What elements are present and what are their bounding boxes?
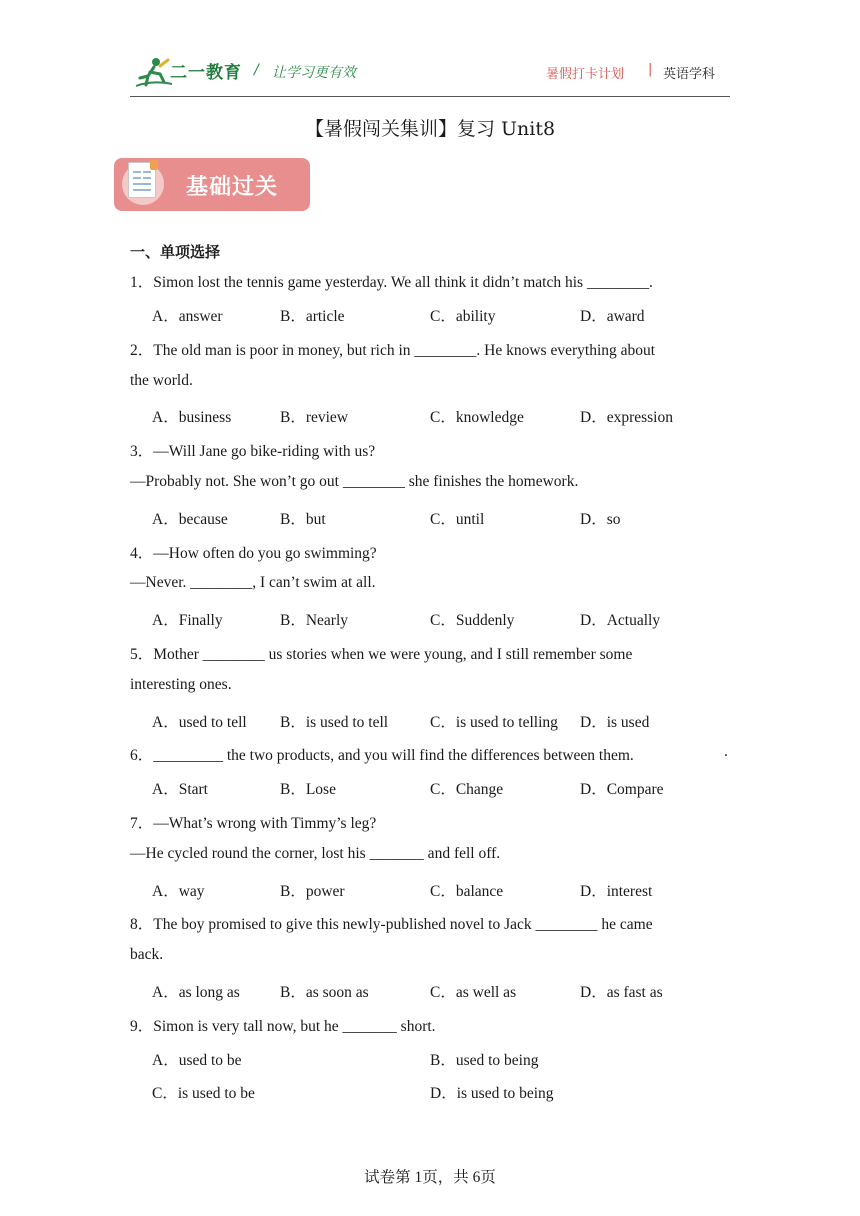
q6-trailing-mark: . xyxy=(724,743,728,760)
q6-option-c: C．Change xyxy=(430,781,504,798)
q7-option-a: A．way xyxy=(152,883,205,900)
q2-option-c: C．knowledge xyxy=(430,409,524,426)
q5-option-a: A．used to tell xyxy=(152,714,247,731)
bookmark-icon xyxy=(150,160,158,170)
q3-option-a: A．because xyxy=(152,511,228,528)
q4-option-a: A．Finally xyxy=(152,612,223,629)
q8-option-c: C．as well as xyxy=(430,984,517,1001)
question-2-line-2: the world. xyxy=(130,372,193,389)
q8-option-d: D．as fast as xyxy=(580,984,663,1001)
header-divider xyxy=(130,96,730,97)
question-3-line-2: —Probably not. She won’t go out ________ she finishes the homework. xyxy=(130,473,579,490)
question-1-line-1: 1．Simon lost the tennis game yesterday. We all think it didn’t match his ________. xyxy=(130,274,653,291)
question-9-line-1: 9．Simon is very tall now, but he _______ short. xyxy=(130,1018,436,1035)
q8-option-a: A．as long as xyxy=(152,984,240,1001)
slogan: 让学习更有效 xyxy=(272,65,356,81)
page-header xyxy=(130,52,730,96)
question-7-line-1: 7．—What’s wrong with Timmy’s leg? xyxy=(130,815,377,832)
page-title: 【暑假闯关集训】复习 Unit8 xyxy=(304,118,556,140)
q2-option-a: A．business xyxy=(152,409,232,426)
subject-label: 英语学科 xyxy=(663,67,716,82)
q1-option-c: C．ability xyxy=(430,308,496,325)
q1-option-b: B．article xyxy=(280,308,345,325)
q7-option-b: B．power xyxy=(280,883,345,900)
q9-option-a: A．used to be xyxy=(152,1052,242,1069)
q9-option-c: C．is used to be xyxy=(152,1085,255,1102)
q1-option-a: A．answer xyxy=(152,308,223,325)
q9-option-b: B．used to being xyxy=(430,1052,539,1069)
q3-option-c: C．until xyxy=(430,511,485,528)
page-footer: 试卷第 1页，共 6页 xyxy=(364,1169,496,1186)
q3-option-b: B．but xyxy=(280,511,326,528)
question-8-line-2: back. xyxy=(130,946,164,963)
plan-label: 暑假打卡计划 xyxy=(546,67,625,82)
q8-option-b: B．as soon as xyxy=(280,984,369,1001)
q4-option-b: B．Nearly xyxy=(280,612,349,629)
q2-option-b: B．review xyxy=(280,409,349,426)
q6-option-a: A．Start xyxy=(152,781,208,798)
question-2-line-1: 2．The old man is poor in money, but rich in ________. He knows everything about xyxy=(130,342,656,359)
question-3-line-1: 3．—Will Jane go bike-riding with us? xyxy=(130,443,376,460)
logo-text: 二一教育 xyxy=(170,63,242,83)
q1-option-d: D．award xyxy=(580,308,645,325)
question-5-line-1: 5．Mother ________ us stories when we were young, and I still remember some xyxy=(130,646,633,663)
question-7-line-2: —He cycled round the corner, lost his _______ and fell off. xyxy=(130,845,501,862)
q6-option-d: D．Compare xyxy=(580,781,664,798)
header-slash: / xyxy=(254,62,259,78)
banner-label: 基础过关 xyxy=(186,175,279,200)
q6-option-b: B．Lose xyxy=(280,781,336,798)
q9-option-d: D．is used to being xyxy=(430,1085,554,1102)
q4-option-d: D．Actually xyxy=(580,612,661,629)
runner-logo-icon xyxy=(134,56,174,90)
question-6-line-1: 6．_________ the two products, and you will find the differences between them. xyxy=(130,747,634,764)
question-4-line-2: —Never. ________, I can’t swim at all. xyxy=(130,574,376,591)
section-banner xyxy=(114,158,310,211)
question-5-line-2: interesting ones. xyxy=(130,676,232,693)
question-8-line-1: 8．The boy promised to give this newly-published novel to Jack ________ he came xyxy=(130,916,653,933)
q7-option-c: C．balance xyxy=(430,883,504,900)
q3-option-d: D．so xyxy=(580,511,621,528)
header-separator: | xyxy=(648,62,653,77)
section-heading: 一、单项选择 xyxy=(130,243,221,261)
q5-option-b: B．is used to tell xyxy=(280,714,389,731)
q5-option-d: D．is used xyxy=(580,714,650,731)
q2-option-d: D．expression xyxy=(580,409,673,426)
q4-option-c: C．Suddenly xyxy=(430,612,515,629)
q5-option-c: C．is used to telling xyxy=(430,714,558,731)
q7-option-d: D．interest xyxy=(580,883,653,900)
question-4-line-1: 4．—How often do you go swimming? xyxy=(130,545,377,562)
